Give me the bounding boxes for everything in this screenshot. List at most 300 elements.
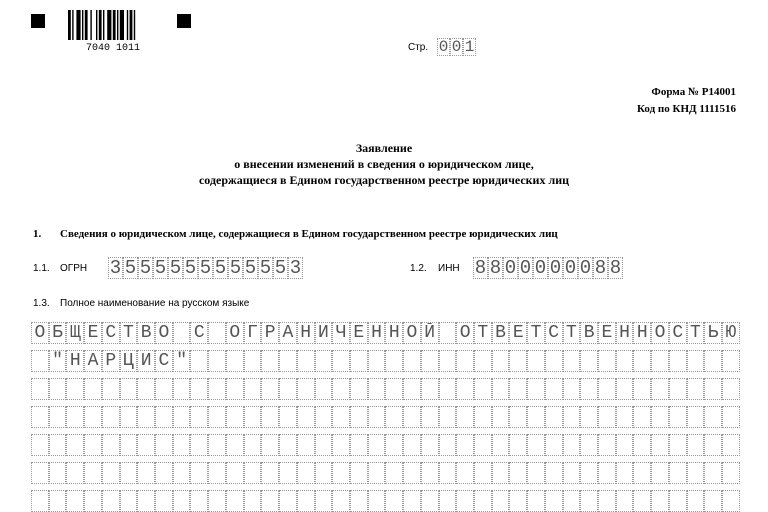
- name-char-cell: [155, 462, 173, 484]
- name-char-cell: [704, 434, 722, 456]
- name-char-cell: [244, 490, 262, 512]
- name-char-cell: [332, 490, 350, 512]
- name-char-cell: [315, 378, 333, 400]
- section-1-number: 1.: [33, 228, 42, 240]
- name-char-cell: Е: [84, 322, 102, 344]
- name-char-cell: [456, 434, 474, 456]
- name-char-cell: [563, 434, 581, 456]
- page-digit-cell: 0: [451, 38, 462, 56]
- name-char-cell: [155, 490, 173, 512]
- page-number-cells: [437, 38, 476, 56]
- name-char-cell: В: [580, 322, 598, 344]
- name-char-cell: [545, 462, 563, 484]
- name-char-cell: Т: [474, 322, 492, 344]
- name-char-cell: [31, 490, 49, 512]
- name-char-cell: [208, 406, 226, 428]
- name-char-cell: [244, 406, 262, 428]
- name-char-cell: [261, 490, 279, 512]
- name-char-cell: [563, 350, 581, 372]
- name-char-cell: [509, 350, 527, 372]
- name-char-cell: [651, 490, 669, 512]
- name-char-cell: [722, 462, 740, 484]
- name-char-cell: [385, 378, 403, 400]
- name-char-cell: [651, 406, 669, 428]
- inn-digit-cell: 0: [579, 257, 592, 279]
- name-char-cell: [350, 350, 368, 372]
- name-char-cell: [704, 406, 722, 428]
- name-row[interactable]: [31, 322, 740, 344]
- name-char-cell: [31, 378, 49, 400]
- name-char-cell: С: [545, 322, 563, 344]
- name-char-cell: [120, 406, 138, 428]
- inn-label: ИНН: [438, 263, 460, 274]
- name-char-cell: [474, 350, 492, 372]
- name-char-cell: Н: [368, 322, 386, 344]
- name-char-cell: [704, 350, 722, 372]
- ogrn-digit-cell: 5: [229, 257, 242, 279]
- name-char-cell: [137, 434, 155, 456]
- form-number: Форма № Р14001: [651, 86, 736, 98]
- name-char-cell: [456, 350, 474, 372]
- name-char-cell: [669, 490, 687, 512]
- name-char-cell: [297, 406, 315, 428]
- ogrn-field[interactable]: [108, 257, 303, 279]
- name-char-cell: [421, 350, 439, 372]
- page-label: Стр.: [408, 42, 429, 53]
- name-char-cell: [687, 378, 705, 400]
- name-char-cell: Г: [244, 322, 262, 344]
- inn-digit-cell: 0: [504, 257, 517, 279]
- name-char-cell: [421, 490, 439, 512]
- name-char-cell: [244, 434, 262, 456]
- name-char-cell: [633, 378, 651, 400]
- name-char-cell: [208, 434, 226, 456]
- name-char-cell: Т: [687, 322, 705, 344]
- name-char-cell: Р: [102, 350, 120, 372]
- name-char-cell: О: [403, 322, 421, 344]
- name-char-cell: [633, 406, 651, 428]
- barcode-number: 7040 1011: [85, 43, 140, 54]
- name-char-cell: [315, 350, 333, 372]
- name-char-cell: [651, 434, 669, 456]
- name-char-cell: [403, 490, 421, 512]
- name-char-cell: [439, 462, 457, 484]
- name-char-cell: [722, 434, 740, 456]
- name-char-cell: В: [492, 322, 510, 344]
- name-char-cell: [368, 406, 386, 428]
- name-char-cell: [580, 406, 598, 428]
- name-char-cell: О: [31, 322, 49, 344]
- name-char-cell: [102, 434, 120, 456]
- page-digit-cell: 1: [464, 38, 475, 56]
- name-char-cell: [509, 462, 527, 484]
- name-char-cell: О: [155, 322, 173, 344]
- name-char-cell: [226, 434, 244, 456]
- name-char-cell: [563, 378, 581, 400]
- name-char-cell: [279, 462, 297, 484]
- name-char-cell: [66, 406, 84, 428]
- name-char-cell: [421, 378, 439, 400]
- name-char-cell: [332, 462, 350, 484]
- name-char-cell: [669, 350, 687, 372]
- name-char-cell: [102, 462, 120, 484]
- name-row[interactable]: [31, 434, 740, 456]
- name-char-cell: [616, 490, 634, 512]
- name-char-cell: [350, 406, 368, 428]
- name-char-cell: [155, 434, 173, 456]
- title-line-2: о внесении изменений в сведения о юридическом лице,: [234, 157, 534, 171]
- name-char-cell: [598, 350, 616, 372]
- name-char-cell: [633, 434, 651, 456]
- name-char-cell: [368, 434, 386, 456]
- ogrn-digit-cell: 5: [244, 257, 257, 279]
- name-char-cell: [261, 434, 279, 456]
- name-char-cell: С: [155, 350, 173, 372]
- name-char-cell: [509, 378, 527, 400]
- name-char-cell: [580, 350, 598, 372]
- name-char-cell: [669, 434, 687, 456]
- name-char-cell: [687, 462, 705, 484]
- name-char-cell: [173, 490, 191, 512]
- name-char-cell: [190, 406, 208, 428]
- name-char-cell: [456, 406, 474, 428]
- ogrn-digit-cell: 5: [139, 257, 152, 279]
- name-char-cell: О: [651, 322, 669, 344]
- name-char-cell: [120, 462, 138, 484]
- name-char-cell: [66, 378, 84, 400]
- name-char-cell: [297, 434, 315, 456]
- name-char-cell: [616, 350, 634, 372]
- name-char-cell: Ч: [332, 322, 350, 344]
- name-char-cell: [315, 406, 333, 428]
- name-char-cell: [598, 490, 616, 512]
- name-char-cell: [722, 350, 740, 372]
- name-char-cell: А: [84, 350, 102, 372]
- name-char-cell: [580, 378, 598, 400]
- name-char-cell: [456, 462, 474, 484]
- name-char-cell: [385, 434, 403, 456]
- name-char-cell: [350, 490, 368, 512]
- name-char-cell: Е: [350, 322, 368, 344]
- name-char-cell: [439, 490, 457, 512]
- name-char-cell: [84, 434, 102, 456]
- knd-code: Код по КНД 1111516: [636, 103, 736, 115]
- name-char-cell: ": [49, 350, 67, 372]
- name-char-cell: [102, 490, 120, 512]
- title-line-1: Заявление: [355, 141, 413, 155]
- name-char-cell: [633, 350, 651, 372]
- name-char-cell: Н: [66, 350, 84, 372]
- name-char-cell: [456, 378, 474, 400]
- name-char-cell: [598, 406, 616, 428]
- name-char-cell: Н: [616, 322, 634, 344]
- name-row[interactable]: [31, 490, 740, 512]
- name-char-cell: [563, 462, 581, 484]
- name-char-cell: [261, 462, 279, 484]
- name-char-cell: [208, 490, 226, 512]
- registration-marker-right: [177, 14, 191, 28]
- inn-digit-cell: 0: [549, 257, 562, 279]
- name-char-cell: Н: [297, 322, 315, 344]
- name-char-cell: [297, 462, 315, 484]
- name-char-cell: [492, 406, 510, 428]
- name-char-cell: [279, 434, 297, 456]
- name-char-cell: [687, 406, 705, 428]
- name-char-cell: [545, 350, 563, 372]
- name-code: 1.3.: [33, 298, 50, 309]
- name-char-cell: Е: [598, 322, 616, 344]
- name-char-cell: Н: [633, 322, 651, 344]
- name-char-cell: [279, 406, 297, 428]
- name-char-cell: [722, 378, 740, 400]
- name-char-cell: [208, 350, 226, 372]
- name-char-cell: [687, 490, 705, 512]
- name-char-cell: [439, 322, 457, 344]
- name-char-cell: [315, 462, 333, 484]
- name-char-cell: ": [173, 350, 191, 372]
- name-char-cell: [439, 406, 457, 428]
- name-char-cell: Е: [509, 322, 527, 344]
- name-char-cell: [616, 378, 634, 400]
- name-char-cell: [226, 462, 244, 484]
- name-char-cell: [687, 434, 705, 456]
- name-char-cell: [421, 434, 439, 456]
- ogrn-digit-cell: 5: [124, 257, 137, 279]
- document-title: [0, 140, 768, 188]
- name-char-cell: [669, 378, 687, 400]
- name-char-cell: [173, 406, 191, 428]
- name-char-cell: [332, 350, 350, 372]
- name-char-cell: [315, 490, 333, 512]
- name-char-cell: [208, 322, 226, 344]
- name-char-cell: [31, 462, 49, 484]
- ogrn-label: ОГРН: [60, 263, 88, 274]
- name-char-cell: [244, 378, 262, 400]
- name-char-cell: [155, 378, 173, 400]
- ogrn-digit-cell: 5: [214, 257, 227, 279]
- inn-digit-cell: 8: [474, 257, 487, 279]
- name-char-cell: [49, 462, 67, 484]
- name-char-cell: [208, 462, 226, 484]
- name-char-cell: [244, 462, 262, 484]
- name-char-cell: [226, 490, 244, 512]
- name-char-cell: [598, 434, 616, 456]
- name-char-cell: [350, 462, 368, 484]
- name-char-cell: [722, 490, 740, 512]
- name-char-cell: [190, 378, 208, 400]
- name-char-cell: [66, 434, 84, 456]
- name-char-cell: [474, 406, 492, 428]
- name-char-cell: [226, 350, 244, 372]
- name-char-cell: [66, 462, 84, 484]
- name-char-cell: [527, 434, 545, 456]
- name-char-cell: [49, 406, 67, 428]
- name-char-cell: [368, 350, 386, 372]
- name-row[interactable]: [31, 462, 740, 484]
- name-char-cell: [279, 350, 297, 372]
- name-char-cell: Ь: [704, 322, 722, 344]
- ogrn-digit-cell: 5: [259, 257, 272, 279]
- name-char-cell: [120, 490, 138, 512]
- name-char-cell: [137, 406, 155, 428]
- name-char-cell: [580, 490, 598, 512]
- name-char-cell: Ю: [722, 322, 740, 344]
- name-char-cell: [190, 462, 208, 484]
- name-char-cell: [527, 350, 545, 372]
- name-char-cell: [403, 406, 421, 428]
- name-char-cell: [616, 462, 634, 484]
- name-char-cell: [190, 350, 208, 372]
- name-char-cell: [633, 490, 651, 512]
- name-char-cell: [616, 434, 634, 456]
- inn-digit-cell: 0: [519, 257, 532, 279]
- inn-digit-cell: 8: [609, 257, 622, 279]
- name-char-cell: О: [226, 322, 244, 344]
- barcode-image: [68, 10, 158, 46]
- name-char-cell: [598, 462, 616, 484]
- name-char-cell: [31, 350, 49, 372]
- name-char-cell: [385, 462, 403, 484]
- ogrn-digit-cell: 5: [274, 257, 287, 279]
- name-char-cell: [545, 378, 563, 400]
- name-char-cell: [421, 462, 439, 484]
- name-char-cell: [279, 378, 297, 400]
- name-char-cell: [155, 406, 173, 428]
- name-char-cell: [545, 434, 563, 456]
- ogrn-digit-cell: 3: [289, 257, 302, 279]
- name-char-cell: [297, 350, 315, 372]
- name-char-cell: С: [669, 322, 687, 344]
- name-char-cell: [509, 490, 527, 512]
- name-char-cell: Т: [120, 322, 138, 344]
- name-char-cell: [492, 434, 510, 456]
- name-char-cell: [580, 462, 598, 484]
- name-char-cell: [492, 350, 510, 372]
- name-char-cell: [66, 490, 84, 512]
- name-char-cell: [474, 378, 492, 400]
- name-char-cell: [385, 350, 403, 372]
- name-char-cell: [332, 434, 350, 456]
- name-label: Полное наименование на русском языке: [60, 298, 250, 309]
- name-char-cell: [545, 406, 563, 428]
- name-char-cell: [261, 406, 279, 428]
- name-row[interactable]: [31, 350, 740, 372]
- name-char-cell: Т: [563, 322, 581, 344]
- name-char-cell: [598, 378, 616, 400]
- name-char-cell: [527, 490, 545, 512]
- name-char-cell: [261, 378, 279, 400]
- name-char-cell: [315, 434, 333, 456]
- name-char-cell: [580, 434, 598, 456]
- name-char-cell: [297, 378, 315, 400]
- name-char-cell: [137, 490, 155, 512]
- name-char-cell: [173, 462, 191, 484]
- name-char-cell: [633, 462, 651, 484]
- name-char-cell: [226, 378, 244, 400]
- name-char-cell: [403, 434, 421, 456]
- name-char-cell: [704, 490, 722, 512]
- ogrn-code: 1.1.: [33, 263, 50, 274]
- name-char-cell: [190, 434, 208, 456]
- name-char-cell: [332, 406, 350, 428]
- name-char-cell: Щ: [66, 322, 84, 344]
- registration-marker-left: [31, 14, 45, 28]
- name-char-cell: [368, 462, 386, 484]
- name-char-cell: [49, 378, 67, 400]
- inn-field[interactable]: [473, 257, 623, 279]
- name-char-cell: [332, 378, 350, 400]
- name-char-cell: [563, 490, 581, 512]
- name-char-cell: О: [456, 322, 474, 344]
- name-char-cell: [492, 378, 510, 400]
- name-char-cell: [563, 406, 581, 428]
- name-char-cell: [527, 378, 545, 400]
- name-char-cell: [84, 406, 102, 428]
- name-char-cell: Н: [385, 322, 403, 344]
- name-char-cell: [439, 378, 457, 400]
- name-char-cell: [31, 434, 49, 456]
- inn-digit-cell: 8: [489, 257, 502, 279]
- inn-digit-cell: 8: [594, 257, 607, 279]
- name-char-cell: [616, 406, 634, 428]
- name-char-cell: [439, 434, 457, 456]
- name-char-cell: [509, 434, 527, 456]
- name-char-cell: [350, 378, 368, 400]
- name-char-cell: [120, 434, 138, 456]
- name-char-cell: Б: [49, 322, 67, 344]
- name-char-cell: [403, 350, 421, 372]
- name-char-cell: [84, 462, 102, 484]
- name-char-cell: С: [190, 322, 208, 344]
- name-char-cell: [368, 378, 386, 400]
- name-char-cell: [208, 378, 226, 400]
- name-char-cell: [492, 490, 510, 512]
- ogrn-digit-cell: 5: [199, 257, 212, 279]
- name-char-cell: [704, 462, 722, 484]
- name-char-cell: [474, 434, 492, 456]
- name-row[interactable]: [31, 406, 740, 428]
- name-char-cell: [49, 490, 67, 512]
- name-char-cell: Й: [421, 322, 439, 344]
- name-char-cell: [651, 378, 669, 400]
- name-char-cell: [403, 462, 421, 484]
- name-char-cell: [49, 434, 67, 456]
- name-row[interactable]: [31, 378, 740, 400]
- section-1-heading: Сведения о юридическом лице, содержащиеся в Едином государственном реестре юридических лиц: [60, 228, 558, 240]
- name-char-cell: [102, 378, 120, 400]
- name-char-cell: И: [315, 322, 333, 344]
- name-char-cell: [173, 378, 191, 400]
- name-char-cell: [474, 462, 492, 484]
- ogrn-digit-cell: 5: [169, 257, 182, 279]
- name-char-cell: С: [102, 322, 120, 344]
- name-char-cell: [722, 406, 740, 428]
- name-char-cell: [669, 406, 687, 428]
- name-char-cell: [261, 350, 279, 372]
- name-char-cell: [456, 490, 474, 512]
- name-char-cell: [545, 490, 563, 512]
- name-char-cell: [120, 378, 138, 400]
- name-char-cell: [173, 434, 191, 456]
- name-char-cell: [84, 490, 102, 512]
- name-char-cell: [226, 406, 244, 428]
- inn-digit-cell: 0: [564, 257, 577, 279]
- name-char-cell: [651, 462, 669, 484]
- name-char-cell: [669, 462, 687, 484]
- inn-digit-cell: 0: [534, 257, 547, 279]
- ogrn-digit-cell: 5: [154, 257, 167, 279]
- name-char-cell: [474, 490, 492, 512]
